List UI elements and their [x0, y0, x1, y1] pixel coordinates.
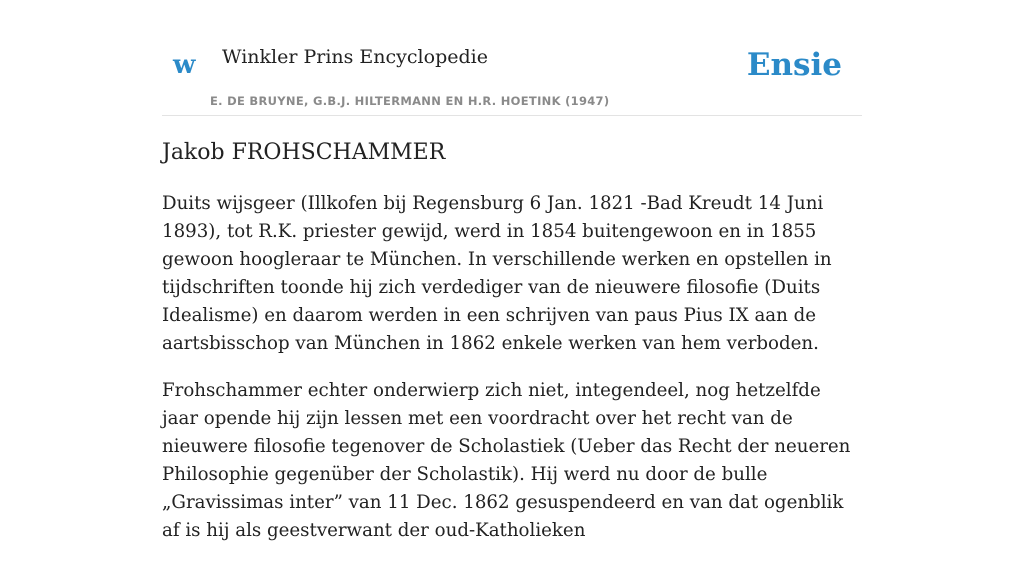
article-paragraph: Frohschammer echter onderwierp zich niet, integendeel, nog hetzelfde jaar opende hij zijn lessen met een voordracht over het recht van de nieuwere filosofie tegenover de Scholastiek (Ueber das Recht der neueren Philosophie gegenüber der Scholastik). Hij werd nu door de bulle „Gravissimas inter” van 11 Dec. 1862 gesuspendeerd en van dat ogenblik af is hij als geestverwant der oud-Katholieken	[162, 379, 851, 541]
article-content	[162, 138, 862, 564]
encyclopedia-authors: E. DE BRUYNE, G.B.J. HILTERMANN EN H.R. HOETINK (1947)	[210, 94, 610, 108]
site-header	[162, 0, 862, 116]
encyclopedia-title[interactable]: Winkler Prins Encyclopedie	[222, 46, 488, 68]
article-title: Jakob FROHSCHAMMER	[162, 140, 446, 165]
article-paragraph: Duits wijsgeer (Illkofen bij Regensburg 6 Jan. 1821 -Bad Kreudt 14 Juni 1893), tot R.K. priester gewijd, werd in 1854 buitengewoon en in 1855 gewoon hoogleraar te München. In verschillende werken en opstellen in tijdschriften toonde hij zich verdediger van de nieuwere filosofie (Duits Idealisme) en daarom werden in een schrijven van paus Pius IX aan de aartsbisschop van München in 1862 enkele werken van hem verboden.	[162, 192, 832, 354]
encyclopedia-logo-icon[interactable]: w	[173, 50, 196, 80]
ensie-brand-link[interactable]: Ensie	[746, 47, 842, 83]
